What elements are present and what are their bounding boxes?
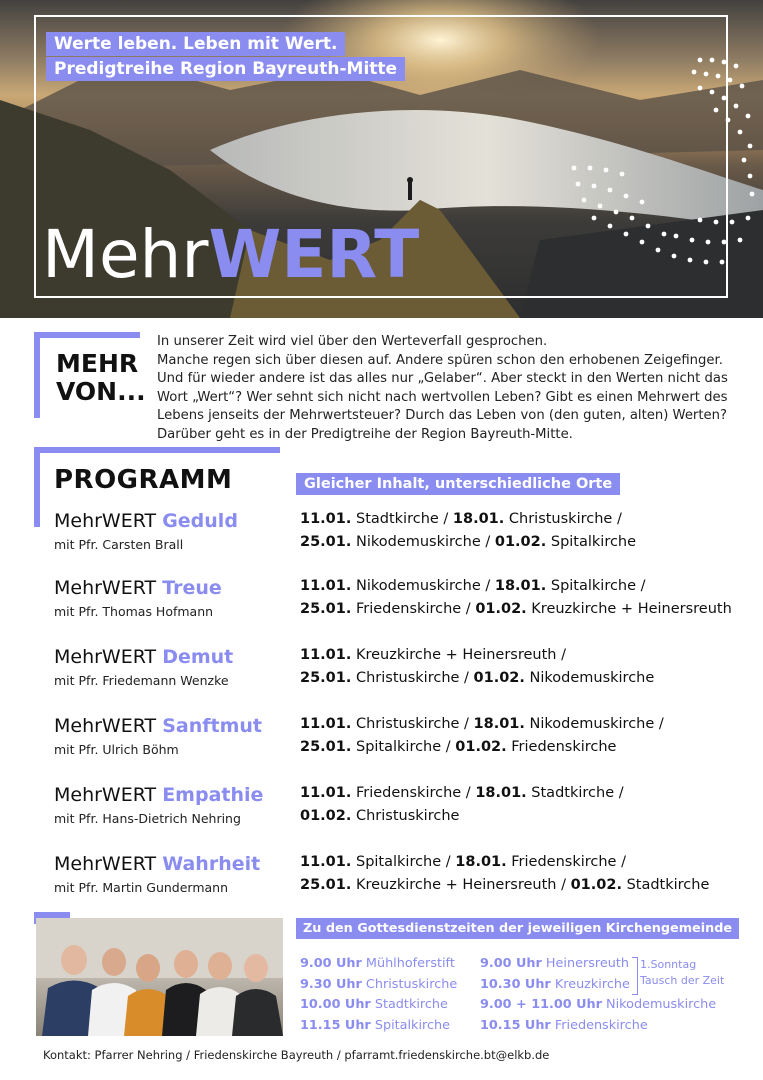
program-location: Nikodemuskirche / xyxy=(355,534,495,550)
program-item-dates xyxy=(300,644,654,690)
program-location: Stadtkirche / xyxy=(355,511,453,527)
service-time: 10.30 Uhr xyxy=(480,976,551,992)
program-item-title xyxy=(54,510,238,532)
program-date: 11.01. xyxy=(300,854,352,870)
intro-line: Manche regen sich über diesen auf. Andere spüren schon den erhobenen Zeigefinger. xyxy=(157,352,723,368)
program-date: 01.02. xyxy=(473,670,525,686)
program-location: Spitalkirche / xyxy=(355,739,456,755)
program-item-pastor: mit Pfr. Carsten Brall xyxy=(54,537,184,552)
program-location: Nikodemuskirche / xyxy=(529,716,664,732)
service-place: Kreuzkirche xyxy=(554,976,630,992)
program-item xyxy=(54,646,233,688)
program-item-value: Empathie xyxy=(162,784,264,806)
program-date-line xyxy=(300,782,624,805)
program-location: Christuskirche / xyxy=(355,716,474,732)
program-date-line xyxy=(300,575,732,598)
program-location: Nikodemuskirche xyxy=(529,670,655,686)
program-item xyxy=(54,784,263,826)
service-time-row xyxy=(480,995,716,1016)
intro-heading-line2: VON... xyxy=(56,377,146,406)
time-swap-bracket xyxy=(632,957,638,995)
program-item-dates xyxy=(300,575,732,621)
service-times-left xyxy=(300,954,457,1036)
program-item-value: Geduld xyxy=(162,510,238,532)
service-time-row xyxy=(300,954,457,975)
program-location: Friedenskirche xyxy=(511,739,617,755)
program-location: Christuskirche / xyxy=(508,511,622,527)
program-item-dates xyxy=(300,782,624,828)
program-item-title xyxy=(54,715,262,737)
program-item-value: Treue xyxy=(162,577,222,599)
service-time: 10.00 Uhr xyxy=(300,997,371,1012)
program-item-pastor: mit Pfr. Ulrich Böhm xyxy=(54,742,179,757)
program-date-line xyxy=(300,644,654,667)
intro-text xyxy=(157,333,747,445)
intro-line: In unserer Zeit wird viel über den Werteverfall gesprochen. xyxy=(157,334,548,349)
program-item-prefix: MehrWERT xyxy=(54,577,163,599)
service-place: Nikodemuskirche xyxy=(606,997,717,1012)
accent-bar-intro-vertical xyxy=(34,332,40,418)
program-date: 18.01. xyxy=(473,716,525,732)
accent-bar-program-horizontal xyxy=(34,447,280,453)
program-date-line xyxy=(300,874,709,897)
intro-heading xyxy=(56,350,146,406)
program-item-pastor: mit Pfr. Thomas Hofmann xyxy=(54,604,214,619)
program-date: 18.01. xyxy=(455,854,507,870)
program-location: Friedenskirche / xyxy=(355,785,476,801)
program-date: 11.01. xyxy=(300,716,352,732)
brand-light: Mehr xyxy=(42,216,209,293)
service-time: 10.15 Uhr xyxy=(480,1017,551,1033)
program-date-line xyxy=(300,531,636,554)
program-date-line xyxy=(300,713,664,736)
service-place: Christuskirche xyxy=(365,976,458,992)
program-date: 18.01. xyxy=(452,511,505,527)
program-date: 11.01. xyxy=(300,785,352,801)
group-photo xyxy=(36,918,283,1036)
program-date: 18.01. xyxy=(494,578,547,594)
program-date: 11.01. xyxy=(300,578,352,594)
program-location: Friedenskirche / xyxy=(511,854,626,870)
service-time: 11.15 Uhr xyxy=(300,1017,371,1033)
program-item xyxy=(54,510,238,552)
program-date: 25.01. xyxy=(300,877,352,893)
program-location: Spitalkirche / xyxy=(550,578,646,594)
program-date-line xyxy=(300,736,664,759)
program-date: 01.02. xyxy=(455,739,507,755)
program-date: 01.02. xyxy=(570,877,622,893)
service-place: Friedenskirche xyxy=(554,1017,648,1033)
program-item-pastor: mit Pfr. Martin Gundermann xyxy=(54,880,229,895)
time-swap-note xyxy=(640,957,724,989)
program-item xyxy=(54,715,262,757)
contact-footer: Kontakt: Pfarrer Nehring / Friedenskirche Bayreuth / pfarramt.friedenskirche.bt@elkb.de xyxy=(43,1048,550,1062)
accent-bar-intro-horizontal xyxy=(34,332,140,338)
intro-line: Und für wieder andere ist das alles nur „Gelaber“. Aber steckt in den Werten nicht das xyxy=(157,371,728,387)
program-item-prefix: MehrWERT xyxy=(54,646,163,668)
program-location: Kreuzkirche + Heinersreuth xyxy=(531,601,732,617)
program-item-value: Sanftmut xyxy=(162,715,262,737)
program-date: 18.01. xyxy=(475,785,527,801)
service-time-row xyxy=(300,1016,457,1037)
program-date: 11.01. xyxy=(300,511,352,527)
program-location: Friedenskirche / xyxy=(355,601,476,617)
program-item-title xyxy=(54,853,260,875)
intro-line: Lebens jenseits der Mehrwertsteuer? Durch das Leben von (den guten, alten) Werten? xyxy=(157,408,727,424)
program-date: 01.02. xyxy=(475,601,527,617)
program-date: 25.01. xyxy=(300,739,352,755)
tagline-line1: Werte leben. Leben mit Wert. xyxy=(46,32,345,56)
tagline-line2: Predigtreihe Region Bayreuth-Mitte xyxy=(46,57,405,81)
service-place: Spitalkirche xyxy=(374,1017,451,1033)
program-date-line xyxy=(300,598,732,621)
service-time: 9.30 Uhr xyxy=(300,976,362,992)
service-times-heading: Zu den Gottesdienstzeiten der jeweiligen Kirchengemeinde xyxy=(296,918,739,939)
program-date: 01.02. xyxy=(300,808,352,824)
program-item xyxy=(54,853,260,895)
program-location: Kreuzkirche + Heinersreuth / xyxy=(355,647,566,663)
program-date: 01.02. xyxy=(494,534,547,550)
program-location: Kreuzkirche + Heinersreuth / xyxy=(355,877,571,893)
program-date: 25.01. xyxy=(300,670,352,686)
program-item-prefix: MehrWERT xyxy=(54,784,163,806)
accent-bar-program-vertical xyxy=(34,447,40,527)
service-place: Mühlhoferstift xyxy=(365,956,455,971)
program-item-prefix: MehrWERT xyxy=(54,510,163,532)
brand-title xyxy=(42,216,420,293)
program-item-dates xyxy=(300,713,664,759)
service-time-row xyxy=(300,995,457,1016)
program-item-prefix: MehrWERT xyxy=(54,853,163,875)
service-time-row xyxy=(300,975,457,996)
program-item-pastor: mit Pfr. Hans-Dietrich Nehring xyxy=(54,811,241,826)
intro-line: Wort „Wert“? Wer sehnt sich nicht nach wertvollen Leben? Gibt es einen Mehrwert des xyxy=(157,389,728,405)
program-item-prefix: MehrWERT xyxy=(54,715,163,737)
time-swap-note-line1: 1.Sonntag xyxy=(640,958,697,971)
program-location: Spitalkirche / xyxy=(355,854,456,870)
service-place: Heinersreuth xyxy=(545,956,629,971)
program-item-value: Demut xyxy=(162,646,234,668)
program-location: Christuskirche / xyxy=(355,670,474,686)
intro-line: Darüber geht es in der Predigtreihe der Region Bayreuth-Mitte. xyxy=(157,426,573,442)
service-time-row xyxy=(480,1016,716,1037)
service-time: 9.00 + 11.00 Uhr xyxy=(480,997,602,1012)
program-date-line xyxy=(300,667,654,690)
program-location: Stadtkirche xyxy=(626,877,710,893)
program-date: 11.01. xyxy=(300,647,352,663)
service-place: Stadtkirche xyxy=(374,997,448,1012)
service-time: 9.00 Uhr xyxy=(480,956,542,971)
program-title: PROGRAMM xyxy=(54,465,233,495)
program-location: Spitalkirche xyxy=(550,534,637,550)
program-location: Nikodemuskirche / xyxy=(355,578,495,594)
program-item-dates xyxy=(300,508,636,554)
brand-bold: WERT xyxy=(208,216,420,293)
program-item-title xyxy=(54,646,233,668)
program-subtitle: Gleicher Inhalt, unterschiedliche Orte xyxy=(296,473,620,495)
program-date-line xyxy=(300,805,624,828)
program-location: Stadtkirche / xyxy=(531,785,624,801)
service-time: 9.00 Uhr xyxy=(300,956,362,971)
program-item-title xyxy=(54,784,263,806)
program-date: 25.01. xyxy=(300,534,352,550)
program-date-line xyxy=(300,851,709,874)
program-item-title xyxy=(54,577,222,599)
program-date-line xyxy=(300,508,636,531)
pastors-group-illustration xyxy=(36,918,283,1036)
program-item-dates xyxy=(300,851,709,897)
program-date: 25.01. xyxy=(300,601,352,617)
program-location: Christuskirche xyxy=(355,808,460,824)
intro-heading-line1: MEHR xyxy=(56,349,139,378)
program-item-value: Wahrheit xyxy=(162,853,261,875)
program-item xyxy=(54,577,222,619)
time-swap-note-line2: Tausch der Zeit xyxy=(640,974,725,987)
program-item-pastor: mit Pfr. Friedemann Wenzke xyxy=(54,673,229,688)
